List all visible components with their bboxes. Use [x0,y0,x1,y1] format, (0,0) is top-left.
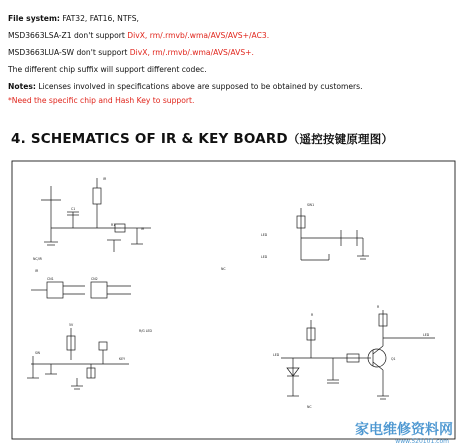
filesystem-label: File system: [8,14,60,23]
svg-text:5V: 5V [69,323,74,327]
svg-text:SW1: SW1 [307,203,315,207]
notes-text: Licenses involved in specifications above are supposed to be obtained by customers. [35,82,363,91]
svg-text:NC: NC [307,405,312,409]
svg-text:R: R [311,313,314,317]
svg-text:NC/IR: NC/IR [33,257,42,261]
svg-text:SW: SW [35,351,41,355]
spec-line-codec: The different chip suffix will support different codec. [8,65,207,74]
svg-text:IR: IR [35,269,39,273]
svg-text:R1: R1 [111,223,116,227]
spec-line-lua [8,48,254,58]
spec-red-note: *Need the specific chip and Hash Key to support. [8,96,195,105]
svg-text:IR: IR [103,177,107,181]
filesystem-value: FAT32, FAT16, NTFS, [59,14,139,23]
notes-label: Notes: [8,82,36,91]
svg-text:R: R [377,305,380,309]
svg-text:C1: C1 [71,207,76,211]
section-heading [11,131,393,147]
svg-text:LED: LED [423,333,430,337]
lua-unsupported: DivX, rm/.rmvb/.wma/AVS/AVS+. [129,48,254,57]
svg-text:CN2: CN2 [91,277,98,281]
svg-text:CN1: CN1 [47,277,54,281]
svg-text:R/G LED: R/G LED [139,329,153,333]
section-title-cn: （遥控按键原理图） [287,132,394,146]
lua-prefix: MSD3663LUA-SW don't support [8,48,130,57]
watermark-logo: 家电维修资料网 [355,422,453,438]
svg-text:NC: NC [221,267,226,271]
schematic-diagram [11,160,456,440]
spec-line-notes [8,82,363,92]
watermark-url: www.520101.com [395,438,449,445]
section-title: SCHEMATICS OF IR & KEY BOARD [25,131,288,147]
svg-text:LED: LED [273,353,280,357]
lsa-prefix: MSD3663LSA-Z1 don't support [8,31,128,40]
lsa-unsupported: DivX, rm/.rmvb/.wma/AVS/AVS+/AC3. [127,31,270,40]
svg-text:KEY: KEY [119,357,126,361]
svg-text:Q1: Q1 [391,357,396,361]
svg-text:LED: LED [261,233,268,237]
spec-line-filesystem [8,14,139,24]
section-number: 4. [11,131,26,147]
svg-text:LED: LED [261,255,268,259]
spec-line-lsa [8,31,269,41]
svg-text:IR: IR [141,227,145,231]
